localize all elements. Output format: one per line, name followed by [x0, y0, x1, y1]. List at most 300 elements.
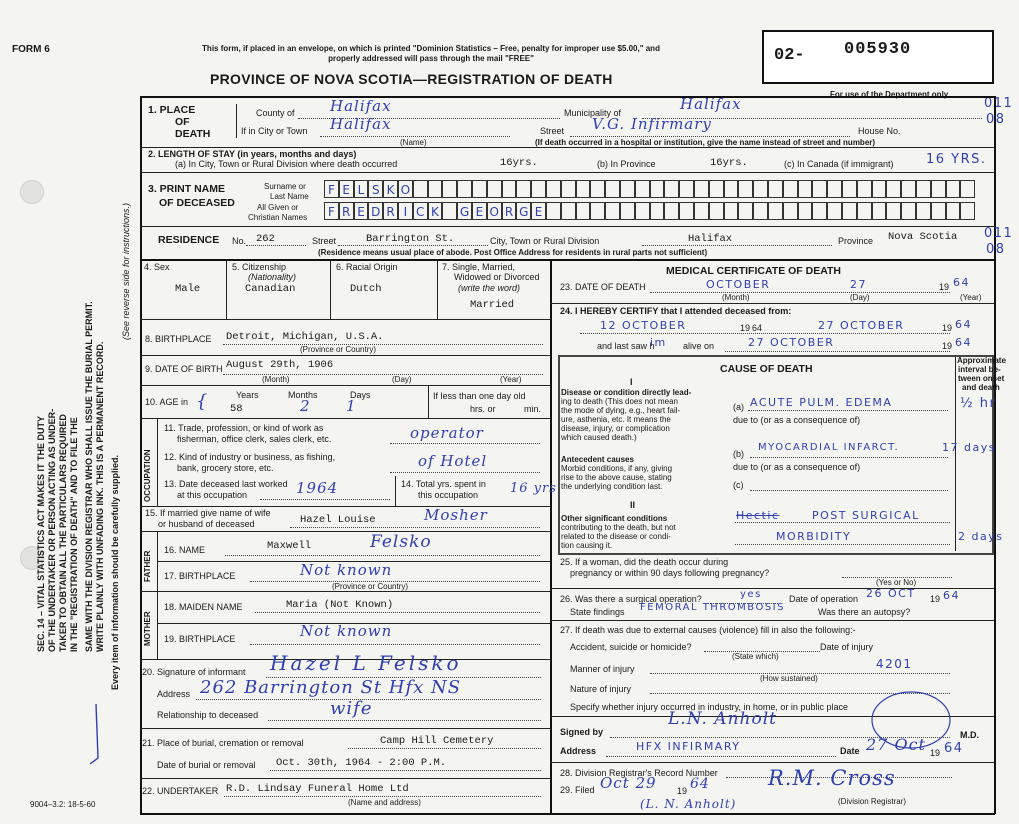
last-saw-year-prefix: 19 [942, 341, 953, 351]
surname-letter-box[interactable] [798, 180, 813, 198]
stay-city-label: (a) In City, Town or Rural Division where death occurred [175, 159, 398, 169]
surname-letter-box[interactable] [605, 180, 620, 198]
autopsy-label: Was there an autopsy? [818, 607, 911, 617]
row-divider-20 [140, 728, 550, 729]
interval-column-divider [955, 357, 956, 551]
given-name-letter-box[interactable] [901, 202, 916, 220]
occ14-divider [395, 476, 396, 506]
place-bracket [236, 104, 237, 138]
attended-from-value[interactable]: 12 OCTOBER [600, 319, 687, 332]
col-divider-4 [226, 259, 227, 319]
surname-letter-box[interactable] [857, 180, 872, 198]
mother-sidebar [157, 591, 158, 659]
age-days-label: Days [350, 390, 371, 400]
burial-place-label: 21. Place of burial, cremation or removal [142, 738, 304, 748]
cause-c-label: (c) [733, 480, 744, 490]
wife-handwritten-value[interactable]: Mosher [424, 506, 488, 524]
surname-letter-box[interactable] [516, 180, 531, 198]
residence-label: RESIDENCE [158, 234, 220, 246]
residence-no-value[interactable]: 262 [256, 233, 275, 245]
antecedent-label-1: Antecedent causes [561, 455, 634, 464]
citizenship-label: 5. Citizenship [232, 262, 287, 272]
death-day-value[interactable]: 27 [850, 278, 867, 291]
surname-letter-box[interactable] [590, 180, 605, 198]
med-address-label: Address [560, 746, 597, 756]
surname-letter-box[interactable] [457, 180, 472, 198]
surname-letter-box[interactable] [561, 180, 576, 198]
father-typed-value[interactable]: Maxwell [267, 540, 312, 552]
woman-label-1: 25. If a woman, did the death occur during [560, 557, 729, 567]
other-label-4: tion causing it. [561, 541, 613, 550]
cause-of-death-title: CAUSE OF DEATH [720, 363, 813, 375]
med-year-prefix: 19 [930, 748, 941, 758]
given-name-letter-box[interactable] [857, 202, 872, 220]
col-divider-6 [437, 259, 438, 319]
surname-letter-box[interactable] [812, 180, 827, 198]
surname-letter-box[interactable] [664, 180, 679, 198]
death-month-caption: (Month) [722, 293, 750, 302]
last-saw-date-value[interactable]: 27 OCTOBER [748, 336, 835, 349]
residence-street-value[interactable]: Barrington St. [366, 233, 455, 245]
other-label-1: Other significant conditions [561, 514, 668, 523]
given-name-letter-box[interactable] [546, 202, 561, 220]
given-name-letter-box[interactable]: R [339, 202, 354, 220]
surname-letter-box[interactable] [931, 180, 946, 198]
father-name-line [225, 555, 540, 556]
city-name-caption: (Name) [400, 138, 427, 147]
disease-label-3: the mode of dying, e.g., heart fail- [561, 406, 681, 415]
section-divider-1 [140, 147, 995, 148]
occ14-value[interactable]: 16 yrs [510, 481, 557, 496]
med-date-label: Date [840, 746, 860, 756]
surname-letter-box[interactable] [842, 180, 857, 198]
row-divider-15 [140, 531, 550, 532]
wife-label-1: 15. If married give name of wife [145, 508, 271, 518]
given-name-letter-box[interactable]: D [368, 202, 383, 220]
residence-no-label: No. [232, 236, 247, 246]
surname-letter-box[interactable]: F [324, 180, 339, 198]
age-years-label: Years [236, 390, 259, 400]
disease-label-5: disease, injury, or complication [561, 424, 670, 433]
given-name-letter-box[interactable] [916, 202, 931, 220]
street-label: Street [540, 126, 565, 136]
from-year-value[interactable]: 64 [752, 323, 763, 333]
row-divider-9 [140, 385, 550, 386]
interval-label-4: and death [962, 383, 1000, 392]
informant-address-value[interactable]: 262 Barrington St Hfx NS [200, 677, 462, 698]
marital-label-2: Widowed or Divorced [454, 272, 540, 282]
age-label: 10. AGE in [145, 397, 189, 407]
given-name-letter-box[interactable]: E [531, 202, 546, 220]
surname-letter-box[interactable] [635, 180, 650, 198]
surname-letter-box[interactable] [531, 180, 546, 198]
father-handwritten-value[interactable]: Felsko [370, 532, 432, 552]
mother-side-label: MOTHER [143, 611, 152, 646]
surname-letter-box[interactable] [827, 180, 842, 198]
given-name-letter-box[interactable] [842, 202, 857, 220]
citizenship-value[interactable]: Canadian [245, 283, 296, 295]
surname-letter-box[interactable] [502, 180, 517, 198]
surname-letter-box[interactable] [679, 180, 694, 198]
maiden-name-value[interactable]: Maria (Not Known) [286, 599, 394, 611]
col-divider-5 [330, 259, 331, 319]
marital-label-3: (write the word) [458, 283, 521, 293]
other-label-3: related to the disease or condi- [561, 532, 671, 541]
dob-label: 9. DATE OF BIRTH [145, 364, 223, 374]
occupation-side-label: OCCUPATION [143, 449, 152, 502]
signer-printed-name: (L. N. Anholt) [640, 797, 737, 811]
surname-letter-box[interactable] [738, 180, 753, 198]
form-bottom-border [140, 813, 995, 815]
given-name-letter-box[interactable]: F [324, 202, 339, 220]
given-name-letter-box[interactable] [798, 202, 813, 220]
date-injury-label: Date of injury [820, 642, 874, 652]
punch-hole-top [20, 180, 44, 204]
findings-value[interactable]: FEMORAL THROMBOSIS [640, 602, 785, 613]
surname-letter-box[interactable] [694, 180, 709, 198]
sex-value[interactable]: Male [175, 283, 201, 295]
occ14-label-1: 14. Total yrs. spent in [401, 479, 486, 489]
disease-label-1: Disease or condition directly lead- [561, 388, 692, 397]
county-value[interactable]: Halifax [330, 97, 392, 115]
city-label: If in City or Town [241, 126, 308, 136]
burial-place-value[interactable]: Camp Hill Cemetery [380, 735, 494, 747]
side-instruction-1: SEC. 14 – VITAL STATISTICS ACT MAKES IT THE DUTY [36, 415, 46, 652]
med-year-value[interactable]: 64 [944, 741, 964, 756]
surname-label-2: Last Name [270, 192, 309, 201]
row-divider-23 [550, 303, 994, 304]
surname-letter-box[interactable] [576, 180, 591, 198]
due-to-label-2: due to (or as a consequence of) [733, 462, 861, 472]
row-divider-17 [140, 591, 550, 592]
given-name-letter-box[interactable] [650, 202, 665, 220]
given-name-letter-box[interactable] [694, 202, 709, 220]
occ12-label-1: 12. Kind of industry or business, as fishing, [164, 452, 336, 462]
undertaker-value[interactable]: R.D. Lindsay Funeral Home Ltd [226, 783, 409, 795]
surname-letter-box[interactable] [428, 180, 443, 198]
occ14-label-2: this occupation [418, 490, 479, 500]
signed-by-label: Signed by [560, 727, 604, 737]
occ12-label-2: bank, grocery store, etc. [177, 463, 274, 473]
wife-typed-value[interactable]: Hazel Louise [300, 514, 376, 526]
dob-value[interactable]: August 29th, 1906 [226, 359, 334, 371]
disease-label-2: ing to death (This does not mean [561, 397, 678, 406]
other-condition-1-value[interactable]: POST SURGICAL [812, 509, 920, 522]
racial-origin-value[interactable]: Dutch [350, 283, 382, 295]
row-divider-25 [550, 588, 994, 589]
street-value[interactable]: V.G. Infirmary [592, 115, 712, 133]
registration-number-box [762, 30, 994, 84]
age-months-value[interactable]: 2 [300, 397, 311, 415]
department-use-label: For use of the Department only [830, 90, 949, 99]
given-name-letter-box[interactable] [812, 202, 827, 220]
print-name-label-2: OF DECEASED [159, 197, 235, 209]
given-name-letter-box[interactable] [679, 202, 694, 220]
med-address-line [606, 756, 836, 757]
date-of-death-label: 23. DATE OF DEATH [560, 282, 646, 292]
given-name-letter-box[interactable] [620, 202, 635, 220]
stay-city-value[interactable]: 16yrs. [500, 157, 538, 169]
burial-place-line [348, 748, 541, 749]
given-name-letter-box[interactable] [946, 202, 961, 220]
mother-birthplace-value[interactable]: Not known [300, 622, 393, 640]
surname-letter-box[interactable] [442, 180, 457, 198]
dob-month-caption: (Month) [262, 375, 290, 384]
occ11-label-1: 11. Trade, profession, or kind of work as [164, 423, 324, 433]
findings-label: State findings [570, 607, 625, 617]
residence-note: (Residence means usual place of abode. Post Office Address for residents in rural parts not sufficient) [318, 248, 708, 257]
surgical-value[interactable]: yes [740, 589, 762, 600]
given-name-letter-box[interactable] [709, 202, 724, 220]
given-name-letter-box[interactable] [960, 202, 975, 220]
operation-year-value[interactable]: 64 [943, 589, 960, 602]
surname-letter-box[interactable] [650, 180, 665, 198]
house-label: House No. [858, 126, 901, 136]
side-instruction-8: (See reverse side for instructions.) [121, 202, 131, 340]
form-code: 9004–3.2: 18-5-60 [30, 800, 96, 809]
given-name-letter-box[interactable]: G [516, 202, 531, 220]
to-year-prefix: 19 [942, 323, 953, 333]
cause-a-line [748, 410, 948, 411]
given-name-letter-box[interactable]: E [472, 202, 487, 220]
given-name-letter-box[interactable]: K [428, 202, 443, 220]
interval-label-2: interval be- [958, 365, 1001, 374]
given-label-2: Christian Names [248, 213, 308, 222]
birthplace-line [223, 344, 543, 345]
registration-number: 005930 [844, 40, 912, 59]
surname-letter-box[interactable] [620, 180, 635, 198]
woman-label-2: pregnancy or within 90 days following pregnancy? [570, 568, 770, 578]
surname-letter-box[interactable]: O [398, 180, 413, 198]
given-name-letter-box[interactable]: G [457, 202, 472, 220]
row-divider-26 [550, 620, 994, 621]
father-name-label: 16. NAME [164, 545, 206, 555]
informant-relationship-value[interactable]: wife [330, 698, 373, 719]
division-registrar-caption: (Division Registrar) [838, 797, 907, 806]
surname-letter-box[interactable] [546, 180, 561, 198]
given-name-letter-box[interactable] [576, 202, 591, 220]
burial-date-value[interactable]: Oct. 30th, 1964 - 2:00 P.M. [276, 757, 447, 769]
age-years-value[interactable]: 58 [230, 403, 243, 415]
surname-letter-box[interactable] [724, 180, 739, 198]
date-operation-label: Date of operation [789, 594, 859, 604]
interval-label-3: tween onset [958, 374, 1005, 383]
side-instruction-2: OF THE UNDERTAKER OR PERSON ACTING AS UNDER- [47, 408, 57, 652]
side-instruction-6: WRITE PLAINLY WITH UNFADING INK. THIS IS A PERMANENT RECORD. [95, 341, 105, 652]
last-saw-him-value[interactable]: im [650, 336, 667, 349]
dob-year-caption: (Year) [500, 375, 522, 384]
filed-year-value[interactable]: 64 [690, 776, 710, 792]
given-name-letter-box[interactable] [827, 202, 842, 220]
registrar-signature[interactable]: R.M. Cross [768, 766, 896, 790]
place-label-3: DEATH [175, 128, 211, 140]
given-name-letter-box[interactable]: R [383, 202, 398, 220]
residence-street-line [338, 245, 488, 246]
surname-letter-box[interactable] [872, 180, 887, 198]
surname-letter-box[interactable] [487, 180, 502, 198]
attended-to-value[interactable]: 27 OCTOBER [818, 319, 905, 332]
given-name-letter-box[interactable] [753, 202, 768, 220]
occ12-value[interactable]: of Hotel [418, 452, 488, 470]
surname-letter-box[interactable]: K [383, 180, 398, 198]
residence-province-value[interactable]: Nova Scotia [888, 231, 958, 243]
signed-by-signature[interactable]: L.N. Anholt [668, 709, 777, 729]
other-strikethrough-value[interactable]: Hectic [736, 509, 780, 522]
death-month-value[interactable]: OCTOBER [706, 278, 771, 291]
side-instruction-3: TAKER TO OBTAIN ALL THE PARTICULARS REQUIRED [58, 414, 68, 652]
death-year-value[interactable]: 64 [953, 276, 970, 289]
racial-origin-label: 6. Racial Origin [336, 262, 398, 272]
street-line [570, 136, 850, 137]
other-line-2 [735, 544, 950, 545]
other-line-1 [735, 522, 950, 523]
cause-b-line [750, 457, 948, 458]
father-birthplace-label: 17. BIRTHPLACE [164, 571, 236, 581]
certify-line [580, 333, 950, 334]
state-which-caption: (State which) [732, 652, 779, 661]
manner-label: Manner of injury [570, 664, 635, 674]
surname-letter-box[interactable] [901, 180, 916, 198]
external-label: 27. If death was due to external causes (violence) fill in also the following:- [560, 625, 856, 635]
side-instruction-4: IN THE "REGISTRATION OF DEATH" AND TO FILE THE [69, 417, 79, 652]
med-address-value[interactable]: HFX INFIRMARY [636, 740, 741, 753]
surname-letter-box[interactable] [753, 180, 768, 198]
stay-province-value[interactable]: 16yrs. [710, 157, 748, 169]
residence-city-value[interactable]: Halifax [688, 233, 733, 245]
if-less-label-1: If less than one day old [433, 391, 526, 401]
residence-no-line [246, 245, 306, 246]
stamp-4201-value: 4201 [876, 657, 913, 671]
certify-label: 24. I HEREBY CERTIFY that I attended deceased from: [560, 306, 792, 316]
registration-prefix: 02- [774, 46, 805, 65]
marital-label-1: 7. Single, Married, [442, 262, 516, 272]
antecedent-label-3: rise to the above cause, stating [561, 473, 672, 482]
maiden-name-line [255, 612, 540, 613]
nature-label: Nature of injury [570, 684, 632, 694]
city-value[interactable]: Halifax [330, 115, 392, 133]
given-name-letter-box[interactable]: R [502, 202, 517, 220]
surname-letter-box[interactable] [783, 180, 798, 198]
surname-letter-box[interactable] [709, 180, 724, 198]
given-name-letter-box[interactable] [664, 202, 679, 220]
given-name-letter-box[interactable] [442, 202, 457, 220]
stay-canada-value[interactable]: 16 YRS. [926, 152, 987, 167]
print-name-label-1: 3. PRINT NAME [148, 183, 226, 195]
place-label-2: OF [175, 116, 190, 128]
interval-label-1: Approximate [957, 356, 1006, 365]
filed-value[interactable]: Oct 29 [600, 774, 657, 792]
given-name-letter-box[interactable]: C [413, 202, 428, 220]
section-divider-2 [140, 172, 995, 173]
father-birthplace-value[interactable]: Not known [300, 561, 393, 579]
length-of-stay-label: 2. LENGTH OF STAY (in years, months and days) [148, 149, 357, 159]
filed-label: 29. Filed [560, 785, 595, 795]
given-name-letter-box[interactable] [590, 202, 605, 220]
surname-letter-box[interactable]: L [354, 180, 369, 198]
nationality-label: (Nationality) [248, 272, 297, 282]
given-name-letter-box[interactable] [561, 202, 576, 220]
department-code-1: 011 [984, 96, 1014, 111]
occ13-value[interactable]: 1964 [296, 479, 339, 497]
date-operation-value[interactable]: 26 OCT [866, 587, 916, 600]
surname-letter-box[interactable]: E [339, 180, 354, 198]
informant-label: 20. Signature of informant [142, 667, 246, 677]
last-saw-year-value[interactable]: 64 [955, 336, 972, 349]
occ12-line [390, 472, 540, 473]
undertaker-caption: (Name and address) [348, 798, 421, 807]
given-label-1: All Given or [257, 203, 299, 212]
municipality-value[interactable]: Halifax [680, 95, 742, 113]
form-title: PROVINCE OF NOVA SCOTIA—REGISTRATION OF DEATH [210, 71, 613, 87]
interval-other-value[interactable]: 2 days [958, 530, 1004, 543]
birthplace-value[interactable]: Detroit, Michigan, U.S.A. [226, 331, 384, 343]
given-name-letter-box[interactable] [768, 202, 783, 220]
row-divider-occupation [140, 506, 550, 507]
surname-letter-box[interactable] [472, 180, 487, 198]
medical-certificate-title: MEDICAL CERTIFICATE OF DEATH [666, 265, 841, 277]
form-right-border [994, 96, 996, 814]
center-divider [550, 259, 552, 814]
cause-a-value[interactable]: ACUTE PULM. EDEMA [750, 396, 893, 409]
relationship-label: Relationship to deceased [157, 710, 259, 720]
interval-a-value[interactable]: ½ hr [960, 396, 997, 411]
given-name-letter-box[interactable]: O [487, 202, 502, 220]
sex-label: 4. Sex [144, 262, 170, 272]
form-label: FORM 6 [12, 44, 50, 55]
residence-province-label: Province [838, 236, 874, 246]
stay-province-label: (b) In Province [597, 159, 656, 169]
given-name-letter-box[interactable] [605, 202, 620, 220]
occ11-value[interactable]: operator [410, 424, 484, 442]
given-name-letter-box[interactable]: I [398, 202, 413, 220]
given-name-letter-box[interactable] [931, 202, 946, 220]
informant-signature[interactable]: Hazel L Felsko [270, 651, 462, 675]
department-code-2: 08 [986, 112, 1006, 127]
given-name-letter-box[interactable] [872, 202, 887, 220]
occupation-sidebar [157, 418, 158, 506]
surname-letter-box[interactable] [768, 180, 783, 198]
marital-value[interactable]: Married [470, 299, 515, 311]
given-name-letter-box[interactable]: E [354, 202, 369, 220]
given-name-letter-box[interactable] [724, 202, 739, 220]
death-year-prefix: 19 [939, 282, 950, 292]
last-saw-label: and last saw h [597, 341, 655, 351]
surname-letter-box[interactable] [886, 180, 901, 198]
given-name-letter-box[interactable] [783, 202, 798, 220]
alive-on-line [725, 351, 950, 352]
other-condition-2-value[interactable]: MORBIDITY [776, 530, 852, 543]
to-year-value[interactable]: 64 [955, 318, 972, 331]
surname-letter-box[interactable]: S [368, 180, 383, 198]
given-name-letter-box[interactable] [738, 202, 753, 220]
surname-letter-box[interactable] [916, 180, 931, 198]
cause-b-value[interactable]: MYOCARDIAL INFARCT. [758, 442, 900, 453]
given-name-letter-box[interactable] [635, 202, 650, 220]
surname-letter-box[interactable] [960, 180, 975, 198]
surname-letter-box[interactable] [946, 180, 961, 198]
row-divider-10 [140, 418, 550, 419]
occ13-label-1: 13. Date deceased last worked [164, 479, 288, 489]
med-date-value[interactable]: 27 Oct [866, 735, 926, 754]
side-instruction-7: Every item of information should be carefully supplied. [110, 454, 120, 690]
interval-b-value[interactable]: 17 days [942, 441, 996, 454]
surname-letter-box[interactable] [413, 180, 428, 198]
city-line [320, 136, 510, 137]
antecedent-label-2: Morbid conditions, if any, giving [561, 464, 673, 473]
row-divider-21 [140, 778, 550, 779]
given-name-letter-box[interactable] [886, 202, 901, 220]
age-days-value[interactable]: 1 [346, 397, 357, 415]
